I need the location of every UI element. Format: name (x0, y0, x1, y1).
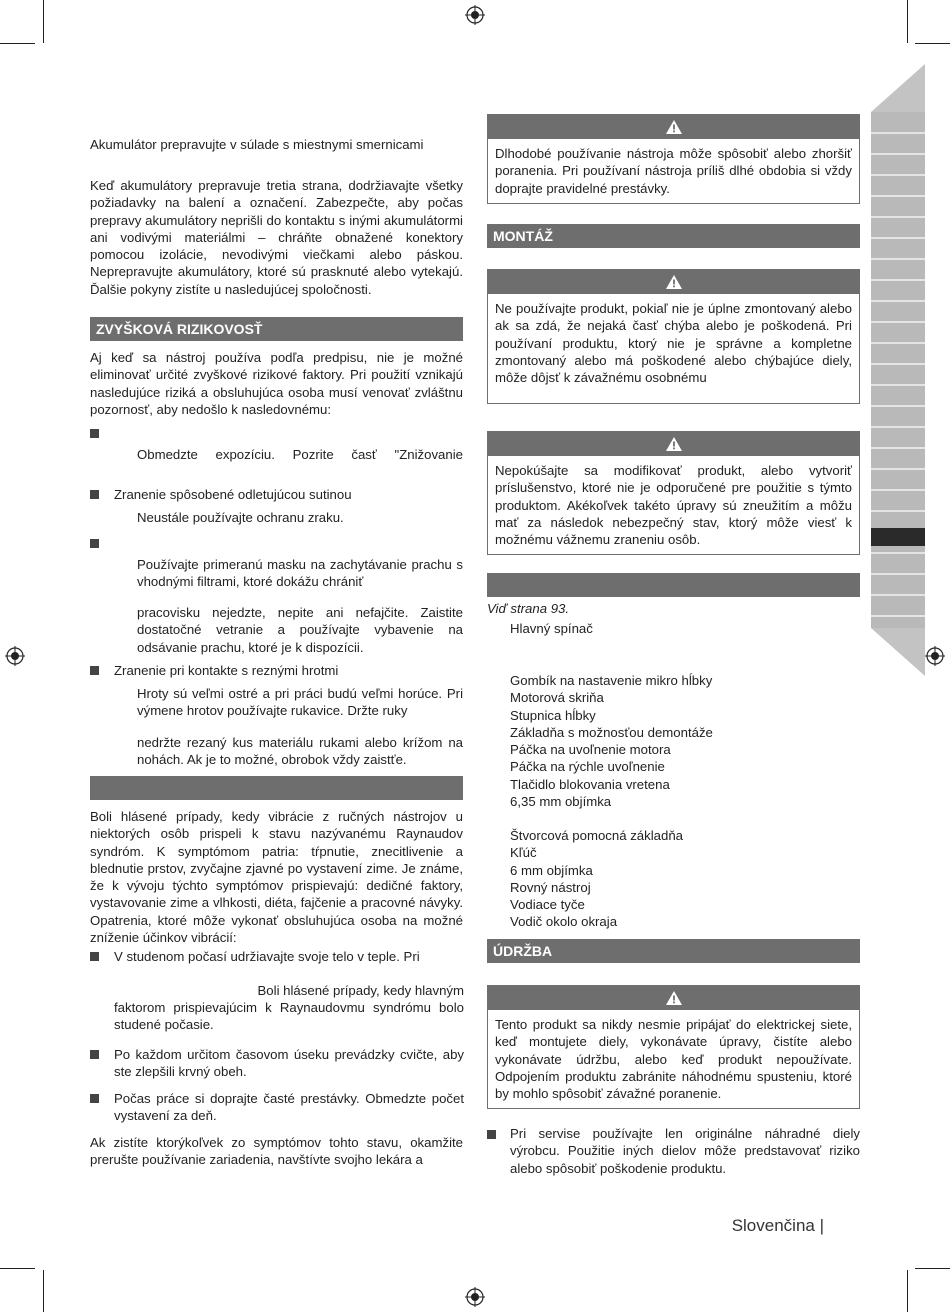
bullet-icon (487, 1130, 496, 1139)
warning-box (487, 985, 860, 1109)
bullet-icon (90, 666, 99, 675)
warning-text: Nepokúšajte sa modifikovať produkt, alebo vytvoriť príslušenstvo, ktoré nie je odporučené pre použitie s týmto produktom. Akékoľvek takéto úpravy sú zneužitím a môžu mať za následok nebezpečný stav, ktorý môže viesť k možnému vážnemu zraneniu osôb. (495, 463, 852, 548)
crop-mark (0, 1268, 35, 1269)
warning-bar (488, 115, 859, 139)
page-reference: Viď strana 93. (487, 601, 570, 616)
parts-list (510, 827, 683, 931)
warning-bar (488, 986, 859, 1010)
bullet-text: Počas práce si doprajte časté prestávky. Obmedzte počet vystavení za deň. (114, 1091, 464, 1124)
bullet-icon (90, 952, 99, 961)
warning-icon (665, 436, 683, 452)
crop-mark (43, 1270, 44, 1312)
bullet-text: Pri servise používajte len originálne náhradné diely výrobcu. Použitie iných dielov môže predstavovať riziko alebo spôsobiť poškodenie produktu. (510, 1126, 860, 1176)
list-item: Vodiace tyče (510, 897, 585, 913)
section-heading-assembly: MONTÁŽ (487, 224, 860, 248)
paragraph: Ak zistíte ktorýkoľvek zo symptómov tohto stavu, okamžite prerušte používanie zariadenia, navštívte svojho lekára a (90, 1135, 463, 1168)
list-item: Štvorcová pomocná základňa (510, 828, 684, 843)
warning-box (487, 431, 860, 555)
list-item: 6 mm objímka (510, 862, 593, 878)
bullet-icon (90, 1094, 99, 1103)
list-item: Hlavný spínač (510, 621, 593, 636)
bullet-text: Po každom určitom časovom úseku prevádzky cvičte, aby ste zlepšili krvný obeh. (114, 1047, 464, 1080)
list-item: Gombík na nastavenie mikro hĺbky (510, 673, 713, 688)
warning-icon (665, 990, 683, 1006)
bullet-icon (90, 1050, 99, 1059)
active-language-tab (871, 528, 925, 546)
page-footer-language: Slovenčina | (731, 1216, 824, 1235)
crop-mark (43, 0, 44, 43)
section-heading-vibration (90, 776, 463, 800)
warning-box (487, 114, 860, 204)
crop-mark (0, 43, 35, 44)
paragraph: Boli hlásené prípady, kedy vibrácie z ručných nástrojov u niektorých osôb prispeli k stavu nazývanému Raynaudov syndróm. K symptómom patria: tŕpnutie, znecitlivenie a blednutie prstov, zvyčajne zjavné po vystavení zime. Je známe, že k vývoju týchto symptómov prispievajú: dedičné faktory, vystavovanie zime a vlhkosti, diéta, fajčenie a pracovné návyky. Opatrenia, ktoré môže vykonať obsluhujúca osoba na možné zníženie účinkov vibrácií: (90, 809, 463, 946)
section-heading-residual-risk: ZVYŠKOVÁ RIZIKOVOSŤ (90, 317, 463, 341)
list-item: Vodič okolo okraja (510, 914, 618, 930)
paragraph: Aj keď sa nástroj používa podľa predpisu, nie je možné eliminovať určité zvyškové rizikové faktory. Pri použití vznikajú nasledujúce riziká a obsluhujúca osoba musí venovať zvláštnu pozornosť, aby nedošlo k nasledovnému: (90, 350, 463, 417)
bullet-text: Boli hlásené prípady, kedy hlavným (257, 983, 464, 998)
warning-text: Tento produkt sa nikdy nesmie pripájať do elektrickej siete, keď montujete diely, vykonávate úpravy, čistíte alebo vykonávate údržbu, alebo keď produkt nepoužívate. Odpojením produktu zabránite náhodnému spusteniu, ktoré by mohlo spôsobiť závažné poranenie. (495, 1017, 852, 1102)
parts-list (510, 620, 593, 637)
warning-bar (488, 270, 859, 294)
bullet-subtext: nedržte rezaný kus materiálu rukami alebo krížom na nohách. Ak je to možné, obrobok vždy zaistťe. (137, 735, 463, 768)
bullet-icon (90, 429, 99, 438)
list-item: Základňa s možnosťou demontáže (510, 724, 713, 740)
registration-mark-icon (465, 1287, 485, 1307)
bullet-icon (90, 539, 99, 548)
bullet-subtext: Hroty sú veľmi ostré a pri práci budú veľmi horúce. Pri výmene hrotov používajte rukavice. Držte ruky (137, 686, 463, 719)
list-item: Rovný nástroj (510, 879, 591, 895)
bullet-text: V studenom počasí udržiavajte svoje telo v teple. Pri (114, 949, 420, 964)
bullet-subtext: Neustále používajte ochranu zraku. (137, 510, 344, 525)
warning-icon (665, 274, 683, 290)
crop-mark (915, 1268, 950, 1269)
registration-mark-icon (465, 5, 485, 25)
list-item: 6,35 mm objímka (510, 794, 612, 810)
list-item: Páčka na uvoľnenie motora (510, 742, 671, 758)
parts-list (510, 672, 713, 810)
registration-mark-icon (925, 646, 945, 666)
warning-text: Dlhodobé používanie nástroja môže spôsobiť alebo zhoršiť poranenia. Pri používaní nástroja príliš dlhé obdobia si vždy doprajte pravidelné prestávky. (495, 146, 852, 196)
warning-bar (488, 432, 859, 456)
bullet-text: Zranenie spôsobené odletujúcou sutinou (114, 487, 352, 502)
language-tab-strip (871, 64, 925, 676)
bullet-subtext: Používajte primeranú masku na zachytávanie prachu s vhodnými filtrami, ktoré dokážu chrániť (137, 557, 463, 590)
list-item: Motorová skriňa (510, 690, 604, 706)
bullet-text: Zranenie pri kontakte s reznými hrotmi (114, 663, 339, 678)
warning-box (487, 269, 860, 404)
crop-mark (907, 0, 908, 43)
bullet-subtext: Obmedzte expozíciu. Pozrite časť "Znižovanie (137, 447, 463, 462)
section-heading-maintenance: ÚDRŽBA (487, 939, 860, 963)
list-item: Tlačidlo blokovania vretena (510, 776, 670, 792)
bullet-icon (90, 490, 99, 499)
bullet-text: faktorom prispievajúcim k Raynaudovmu syndrómu bolo studené počasie. (114, 1000, 464, 1033)
list-item: Kľúč (510, 845, 537, 861)
bullet-subtext: pracovisku nejedzte, nepite ani nefajčite. Zaistite dostatočné vetranie a používajte vybavenie na odsávanie prachu, ktoré je k dispozícii. (137, 605, 463, 655)
paragraph: Keď akumulátory prepravuje tretia strana, dodržiavajte všetky požiadavky na balení a označení. Zabezpečte, aby počas prepravy akumulátory neprišli do kontaktu s inými akumulátormi ani vodivými materiálmi – chráňte obnažené konektory pomocou izolácie, nevodivými viečkami alebo páskou. Neprepravujte akumulátory, ktoré sú prasknuté alebo vytekajú. Ďalšie pokyny zistíte u nasledujúcej spoločnosti. (90, 178, 463, 297)
list-item: Stupnica hĺbky (510, 707, 596, 723)
registration-mark-icon (5, 646, 25, 666)
section-heading-product-overview (487, 573, 860, 597)
warning-icon (665, 119, 683, 135)
warning-text: Ne používajte produkt, pokiaľ nie je úplne zmontovaný alebo ak sa zdá, že nejaká časť chýba alebo je poškodená. Pri používaní produktu, ktorý nie je správne a kompletne zmontovaný alebo má poškodené alebo chýbajúce diely, môže dôjsť k závažnému osobnému (495, 301, 852, 386)
paragraph: Akumulátor prepravujte v súlade s miestnymi smernicami (90, 137, 424, 152)
crop-mark (907, 1270, 908, 1312)
crop-mark (915, 43, 950, 44)
list-item: Páčka na rýchle uvoľnenie (510, 759, 665, 775)
